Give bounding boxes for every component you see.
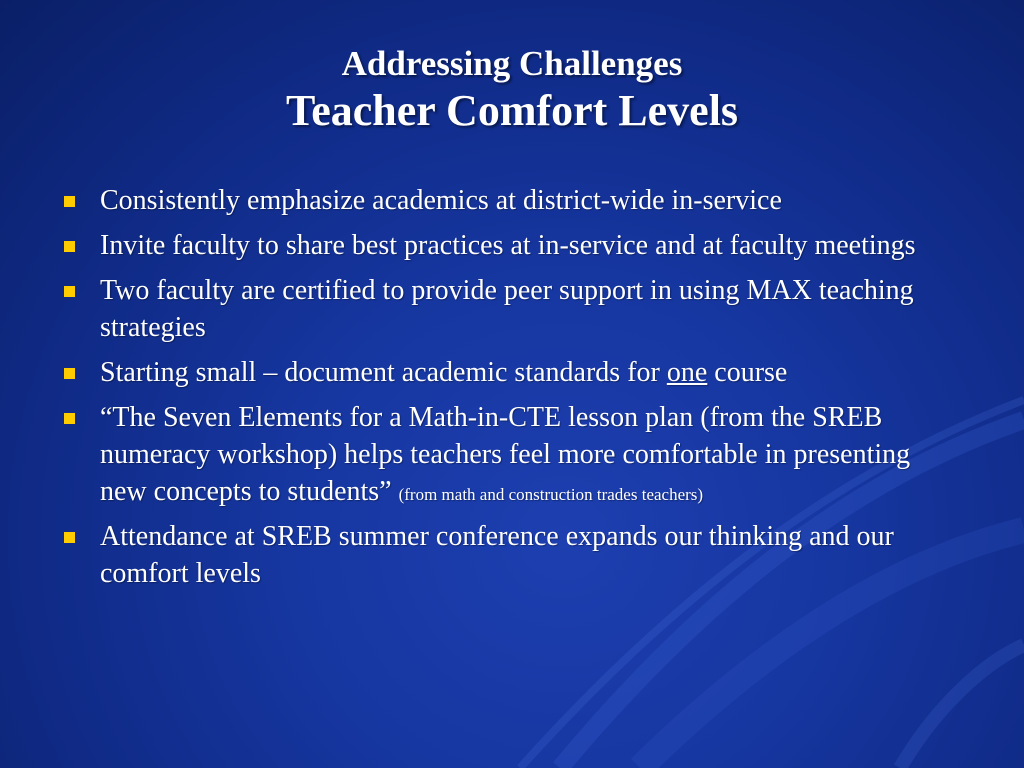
square-bullet-icon	[64, 532, 75, 543]
bullet-text-after: course	[707, 357, 788, 388]
bullet-text: “The Seven Elements for a Math-in-CTE lesson plan (from the SREB numeracy workshop) helps teachers feel more comfortable in presenting new concepts to students”	[100, 402, 911, 507]
bullet-item-4	[62, 354, 962, 391]
bullet-item-2	[62, 227, 962, 264]
bullet-item-1	[62, 182, 962, 219]
square-bullet-icon	[64, 196, 75, 207]
bullet-underlined-word: one	[666, 357, 708, 388]
square-bullet-icon	[64, 286, 75, 297]
title-line-2: Teacher Comfort Levels	[285, 86, 739, 135]
title-line-1: Addressing Challenges	[341, 44, 683, 83]
square-bullet-icon	[64, 368, 75, 379]
bullet-text: Invite faculty to share best practices at in-service and at faculty meetings	[100, 230, 916, 261]
bullet-item-5	[62, 399, 962, 510]
bullet-text: Consistently emphasize academics at district-wide in-service	[100, 185, 782, 216]
square-bullet-icon	[64, 413, 75, 424]
square-bullet-icon	[64, 241, 75, 252]
bullet-text: Two faculty are certified to provide peer support in using MAX teaching strategies	[100, 275, 914, 343]
bullet-item-6	[62, 518, 962, 592]
slide-title	[0, 42, 1024, 136]
bullet-item-3	[62, 272, 962, 346]
bullet-text-before: Starting small – document academic standards for	[100, 357, 667, 388]
bullet-text: Attendance at SREB summer conference expands our thinking and our comfort levels	[100, 521, 894, 589]
bullet-source-note: (from math and construction trades teachers)	[398, 485, 704, 504]
bullet-list	[62, 182, 962, 600]
